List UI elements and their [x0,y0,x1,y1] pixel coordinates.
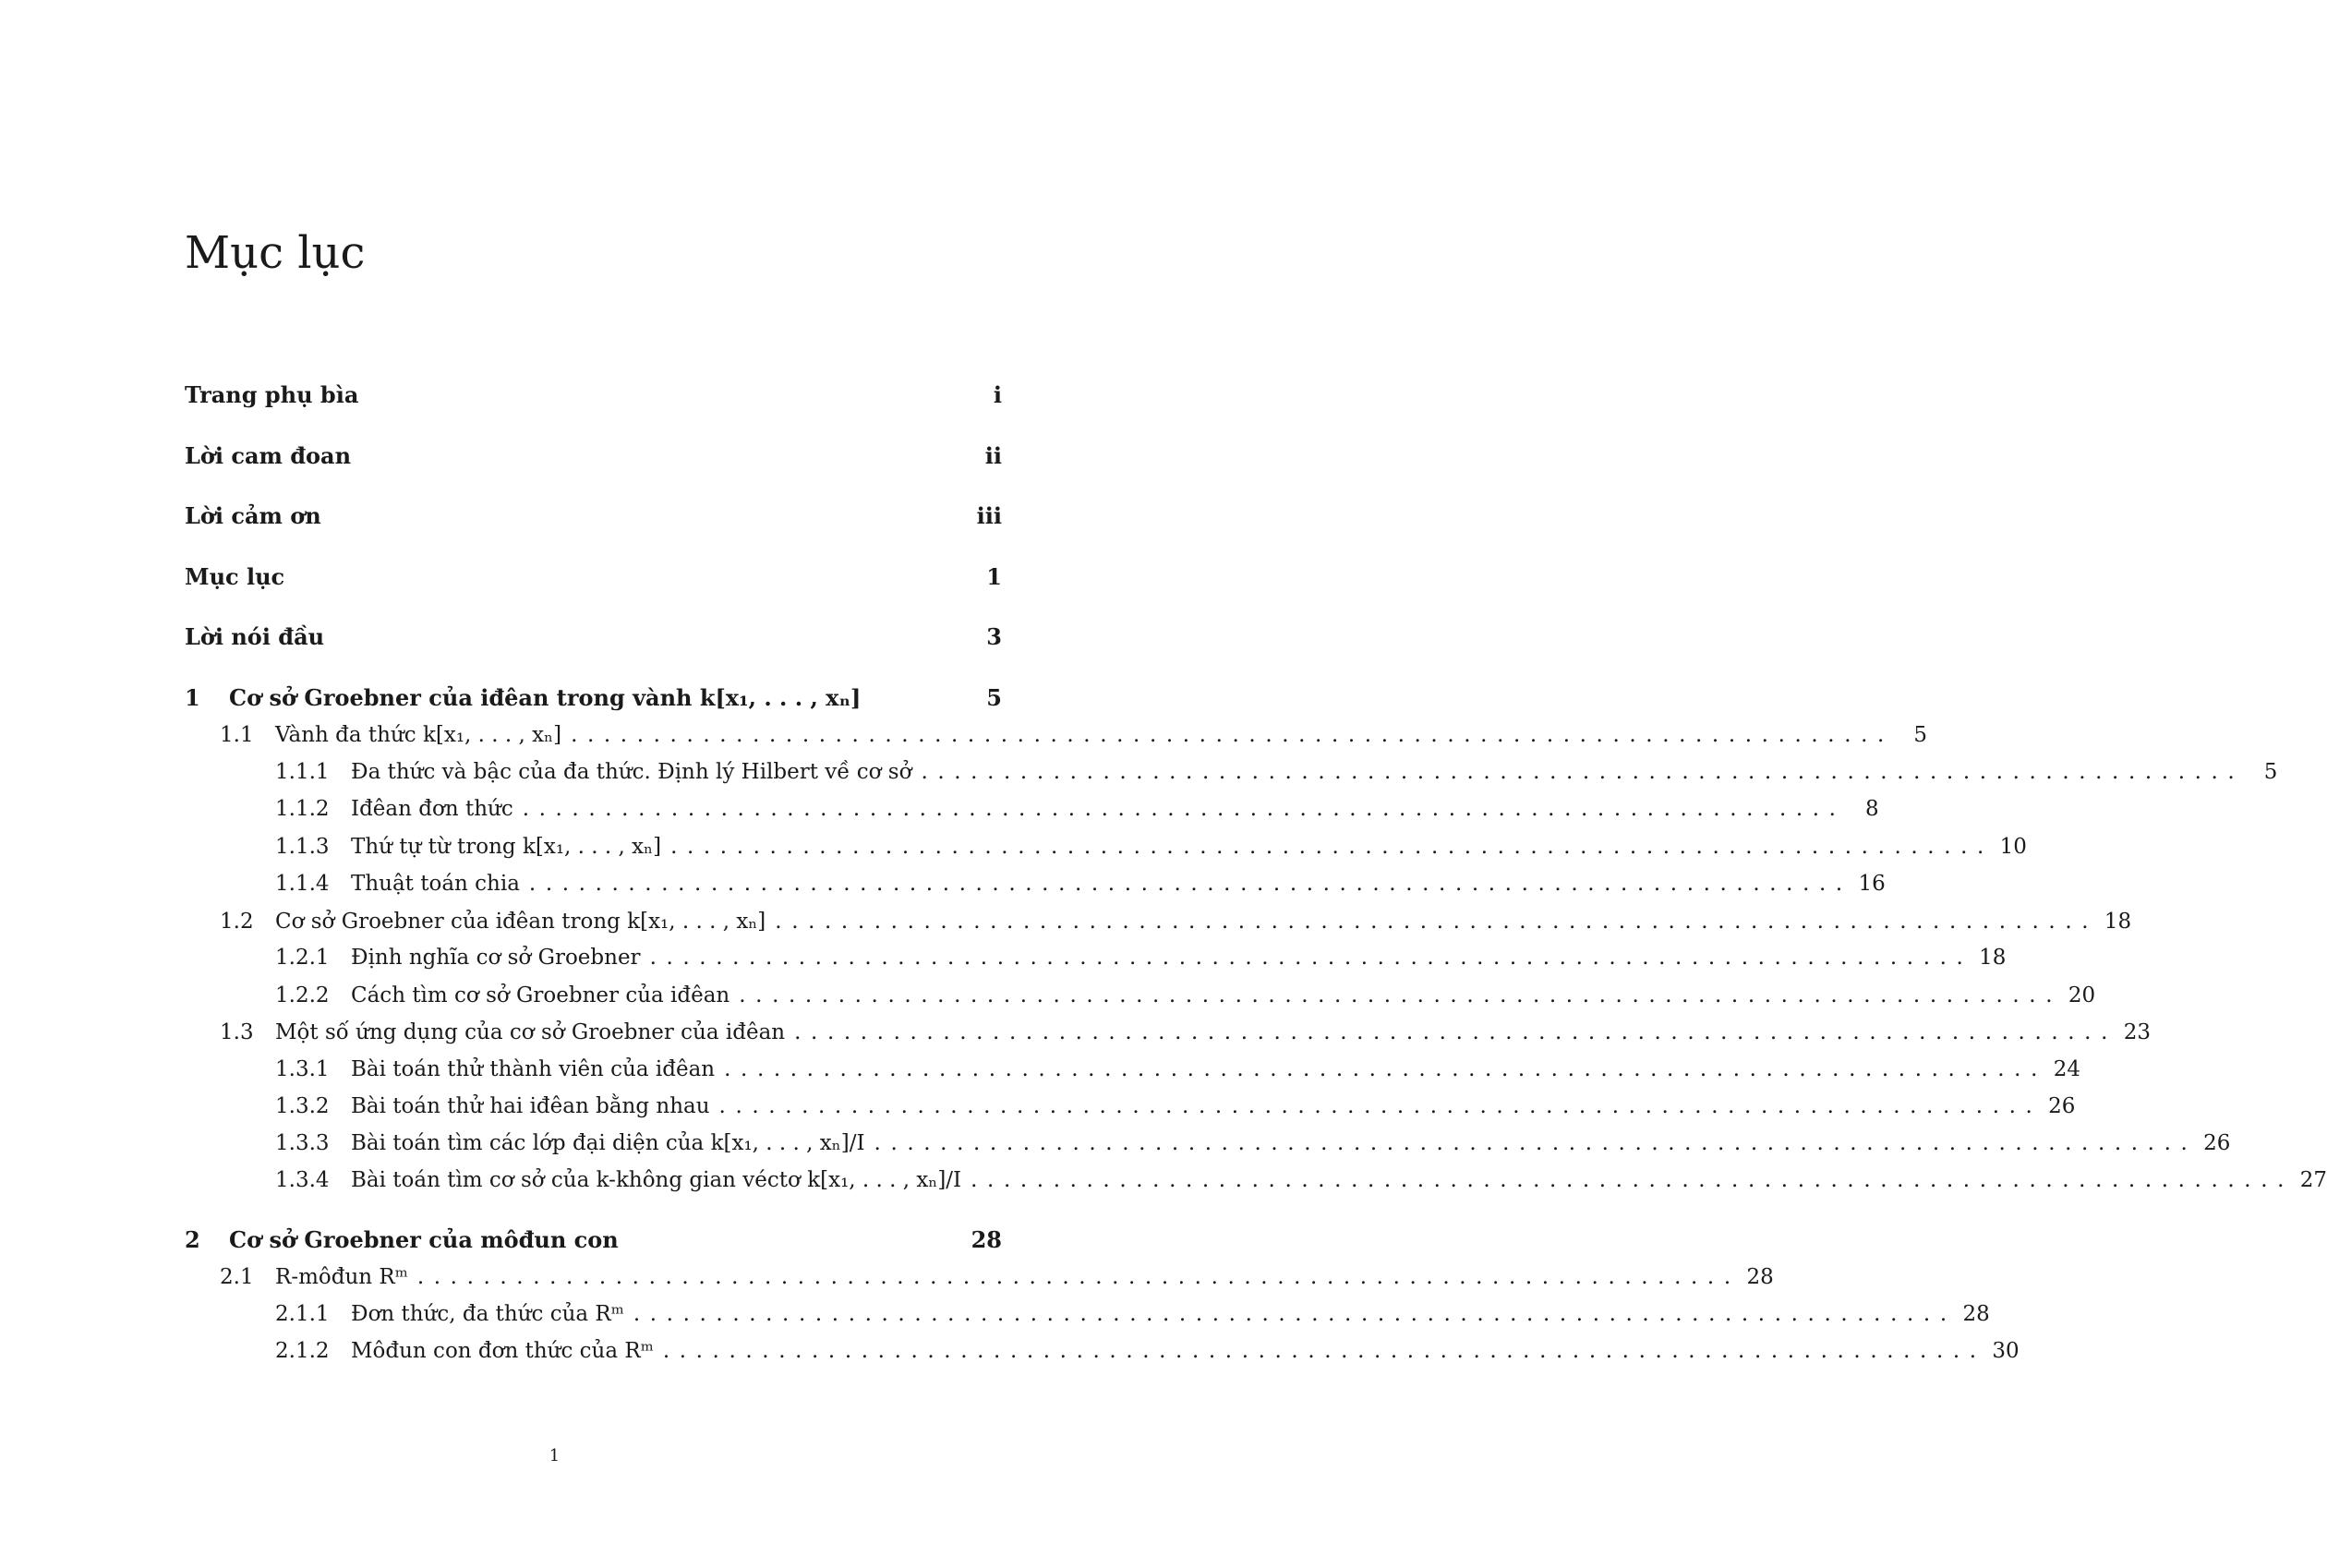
toc-entry-title: Bài toán thử hai iđêan bằng nhau [351,1094,710,1118]
toc-entry-title: Vành đa thức k[x₁, . . . , xₙ] [275,723,562,747]
toc-entry-title: Thuật toán chia [351,872,520,896]
dot-leader: ................................................................................ [775,910,2099,934]
dot-leader: ................................................................................ [921,760,2245,784]
toc-entry-number: 1.2.2 [275,983,330,1007]
toc-entry-subsection[interactable] [185,1129,2231,1157]
toc-entry-page: 20 [2068,983,2096,1007]
toc-entry-number: 2.1.1 [275,1302,330,1326]
toc-entry-number: 1.1.1 [275,760,330,784]
toc-entry-page: 26 [2048,1094,2076,1118]
dot-leader: ................................................................................ [633,1302,1957,1326]
dot-leader: ................................................................................ [724,1057,2048,1081]
toc-entry-number: 1.3 [220,1020,254,1044]
footer-page-number: 1 [549,1446,561,1465]
toc-entry-chapter[interactable] [185,1226,1002,1254]
toc-entry-title: Lời cảm ơn [185,502,321,529]
toc-entry-subsection[interactable] [185,870,1886,898]
toc-entry-front[interactable] [185,442,1002,470]
toc-entry-page: 30 [1992,1339,2020,1363]
toc-entry-number: 2.1 [220,1265,254,1289]
toc-entry-page: 8 [1864,797,1879,821]
dot-leader: ................................................................................ [874,1131,2198,1155]
toc-entry-page: 28 [1746,1265,1774,1289]
toc-entry-page: 5 [1913,723,1927,747]
toc-entry-title: Cơ sở Groebner của iđêan trong vành k[x₁, . . . , xₙ] [229,684,862,711]
toc-entry-title: Định nghĩa cơ sở Groebner [351,946,641,970]
toc-entry-title: Thứ tự từ trong k[x₁, . . . , xₙ] [351,835,662,859]
toc-entry-title: Iđêan đơn thức [351,797,513,821]
toc-entry-title: Bài toán tìm cơ sở của k-không gian véctơ k[x₁, . . . , xₙ]/I [351,1168,962,1192]
dot-leader: ................................................................................ [416,1265,1741,1289]
page-title: Mục lục [185,227,366,279]
toc-entry-title: Môđun con đơn thức của Rᵐ [351,1339,654,1363]
toc-entry-front[interactable] [185,502,1002,530]
toc-entry-page: 3 [986,623,1002,650]
toc-entry-page: 24 [2053,1057,2081,1081]
toc-entry-subsection[interactable] [185,833,2027,861]
toc-entry-title: R-môđun Rᵐ [275,1265,408,1289]
toc-entry-number: 1.1 [220,723,254,747]
toc-entry-number: 1.3.3 [275,1131,330,1155]
toc-entry-page: i [993,381,1002,408]
toc-entry-title: Lời nói đầu [185,623,325,650]
toc-entry-title: Đơn thức, đa thức của Rᵐ [351,1302,624,1326]
toc-entry-number: 1.2.1 [275,946,330,970]
toc-entry-title: Cách tìm cơ sở Groebner của iđêan [351,983,730,1007]
toc-entry-page: 5 [986,684,1002,711]
dot-leader: ................................................................................ [662,1339,1986,1363]
dot-leader: ................................................................................ [528,872,1852,896]
toc-entry-page: 5 [2263,760,2278,784]
toc-entry-number: 2.1.2 [275,1339,330,1363]
toc-entry-subsection[interactable] [185,1300,1990,1328]
dot-leader: ................................................................................ [522,797,1846,821]
toc-entry-title: Lời cam đoan [185,442,352,469]
toc-entry-subsection[interactable] [185,982,2096,1009]
toc-entry-page: 28 [971,1226,1002,1253]
dot-leader: ................................................................................ [794,1020,2118,1044]
toc-entry-title: Cơ sở Groebner của môđun con [229,1226,619,1253]
toc-entry-page: 27 [2299,1168,2327,1192]
toc-entry-number: 1.3.1 [275,1057,330,1081]
toc-entry-subsection[interactable] [185,758,2278,786]
toc-entry-title: Cơ sở Groebner của iđêan trong k[x₁, . . . , xₙ] [275,910,766,934]
table-of-contents [185,0,2327,1568]
toc-entry-section[interactable] [185,1019,2152,1046]
toc-entry-title: Bài toán tìm các lớp đại diện của k[x₁, . . . , xₙ]/I [351,1131,865,1155]
toc-entry-page: 26 [2203,1131,2231,1155]
toc-entry-number: 1.1.3 [275,835,330,859]
toc-entry-section[interactable] [185,721,1927,749]
toc-entry-number: 1.2 [220,910,254,934]
toc-entry-front[interactable] [185,623,1002,651]
toc-entry-title: Trang phụ bìa [185,381,359,408]
dot-leader: ................................................................................ [649,946,1973,970]
dot-leader: ................................................................................ [670,835,1994,859]
toc-entry-page: 18 [2104,910,2132,934]
toc-entry-section[interactable] [185,1263,1774,1291]
toc-entry-title: Mục lục [185,563,285,590]
toc-entry-number: 1.3.2 [275,1094,330,1118]
toc-entry-subsection[interactable] [185,1166,2327,1194]
toc-entry-subsection[interactable] [185,1092,2076,1120]
toc-entry-title: Đa thức và bậc của đa thức. Định lý Hilbert về cơ sở [351,760,912,784]
toc-entry-title: Bài toán thử thành viên của iđêan [351,1057,716,1081]
toc-entry-number: 1.1.2 [275,797,330,821]
toc-entry-page: 10 [1999,835,2027,859]
toc-entry-page: ii [984,442,1002,469]
toc-entry-subsection[interactable] [185,1055,2081,1083]
toc-entry-chapter[interactable] [185,684,1002,712]
toc-entry-subsection[interactable] [185,1337,2020,1365]
toc-entry-section[interactable] [185,908,2132,935]
toc-entry-title: Một số ứng dụng của cơ sở Groebner của iđêan [275,1020,786,1044]
dot-leader: ................................................................................ [718,1094,2043,1118]
toc-entry-number: 2 [185,1226,200,1253]
toc-entry-number: 1.1.4 [275,872,330,896]
toc-entry-page: 16 [1858,872,1886,896]
toc-entry-number: 1.3.4 [275,1168,330,1192]
toc-entry-subsection[interactable] [185,944,2007,971]
toc-entry-page: 23 [2123,1020,2152,1044]
toc-entry-subsection[interactable] [185,795,1879,823]
toc-entry-front[interactable] [185,381,1002,409]
toc-entry-number: 1 [185,684,200,711]
toc-entry-page: 1 [986,563,1002,590]
toc-entry-page: iii [976,502,1002,529]
dot-leader: ................................................................................ [571,723,1894,747]
dot-leader: ................................................................................ [739,983,2063,1007]
toc-entry-page: 28 [1962,1302,1990,1326]
dot-leader: ................................................................................ [971,1168,2295,1192]
toc-entry-front[interactable] [185,563,1002,591]
toc-entry-page: 18 [1979,946,2007,970]
